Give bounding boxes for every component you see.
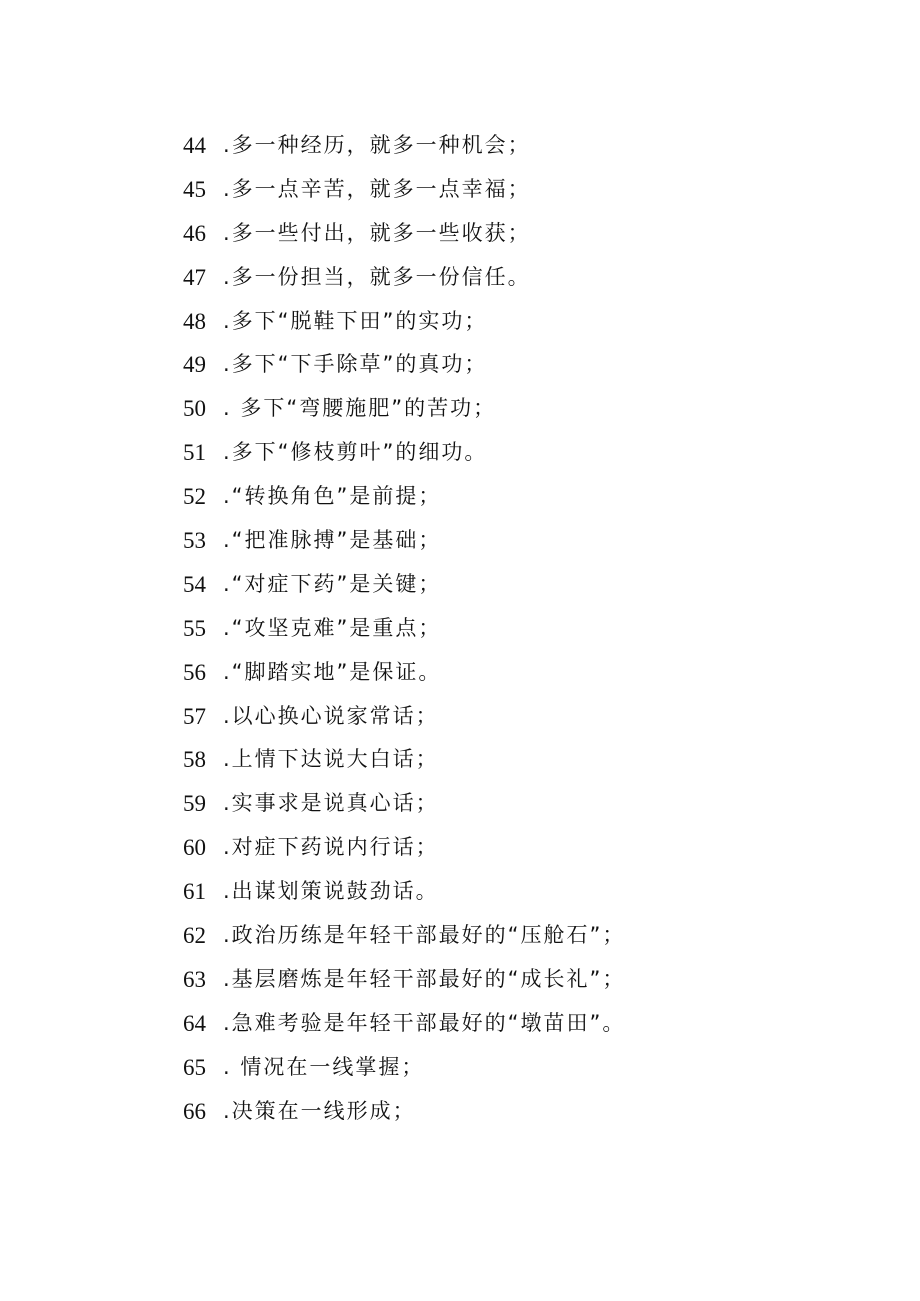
item-number: 50 <box>183 396 206 422</box>
item-text: .急难考验是年轻干部最好的“墩苗田”。 <box>223 1010 626 1035</box>
list-item <box>183 343 863 387</box>
item-text: .多一些付出，就多一些收获； <box>223 220 531 245</box>
item-number: 45 <box>183 176 206 202</box>
item-number: 46 <box>183 220 206 246</box>
list-item <box>183 826 863 870</box>
list-item <box>183 870 863 914</box>
list-item <box>183 168 863 212</box>
list-item <box>183 387 863 431</box>
item-number: 52 <box>183 484 206 510</box>
list-item <box>183 607 863 651</box>
item-text: .政治历练是年轻干部最好的“压舱石”； <box>223 923 626 948</box>
list-item <box>183 124 863 168</box>
item-number: 57 <box>183 703 206 729</box>
list-item <box>183 519 863 563</box>
list-item <box>183 1090 863 1134</box>
list-item <box>183 256 863 300</box>
item-number: 60 <box>183 835 206 861</box>
item-text: .多下“修枝剪叶”的细功。 <box>223 440 488 465</box>
item-text: .上情下达说大白话； <box>223 747 439 772</box>
list-item <box>183 1046 863 1090</box>
item-number: 65 <box>183 1054 206 1080</box>
list-item <box>183 475 863 519</box>
list-item <box>183 212 863 256</box>
item-number: 59 <box>183 791 206 817</box>
item-number: 63 <box>183 966 206 992</box>
item-text: .“把准脉搏”是基础； <box>223 528 442 553</box>
item-number: 64 <box>183 1010 206 1036</box>
item-number: 51 <box>183 440 206 466</box>
item-text: .多下“下手除草”的真功； <box>223 352 488 377</box>
item-text: .“攻坚克难”是重点； <box>223 615 442 640</box>
list-item <box>183 651 863 695</box>
list-item <box>183 738 863 782</box>
item-text: .对症下药说内行话； <box>223 835 439 860</box>
item-number: 61 <box>183 879 206 905</box>
list-item <box>183 431 863 475</box>
item-text: .多一份担当，就多一份信任。 <box>223 264 531 289</box>
item-text: . 情况在一线掌握； <box>223 1054 425 1079</box>
item-text: .“脚踏实地”是保证。 <box>223 659 442 684</box>
item-text: .出谋划策说鼓劲话。 <box>223 879 439 904</box>
item-number: 47 <box>183 264 206 290</box>
list-item <box>183 1002 863 1046</box>
item-text: . 多下“弯腰施肥”的苦功； <box>223 396 497 421</box>
list-item <box>183 300 863 344</box>
item-text: .多一种经历，就多一种机会； <box>223 133 531 157</box>
item-text: .以心换心说家常话； <box>223 703 439 728</box>
list-item <box>183 695 863 739</box>
item-number: 62 <box>183 923 206 949</box>
item-text: .“对症下药”是关键； <box>223 571 442 596</box>
item-text: .多下“脱鞋下田”的实功； <box>223 308 488 333</box>
list-item <box>183 958 863 1002</box>
item-number: 44 <box>183 133 206 158</box>
item-number: 58 <box>183 747 206 773</box>
item-number: 54 <box>183 571 206 597</box>
item-text: .多一点辛苦，就多一点幸福； <box>223 176 531 201</box>
numbered-list <box>183 124 863 1133</box>
item-number: 66 <box>183 1098 206 1124</box>
item-text: .“转换角色”是前提； <box>223 484 442 509</box>
item-text: .基层磨炼是年轻干部最好的“成长礼”； <box>223 966 626 991</box>
list-item <box>183 563 863 607</box>
item-number: 49 <box>183 352 206 378</box>
item-text: .决策在一线形成； <box>223 1098 416 1123</box>
item-number: 55 <box>183 615 206 641</box>
item-number: 56 <box>183 659 206 685</box>
list-item <box>183 914 863 958</box>
item-number: 53 <box>183 528 206 554</box>
list-item <box>183 782 863 826</box>
item-number: 48 <box>183 308 206 334</box>
item-text: .实事求是说真心话； <box>223 791 439 816</box>
